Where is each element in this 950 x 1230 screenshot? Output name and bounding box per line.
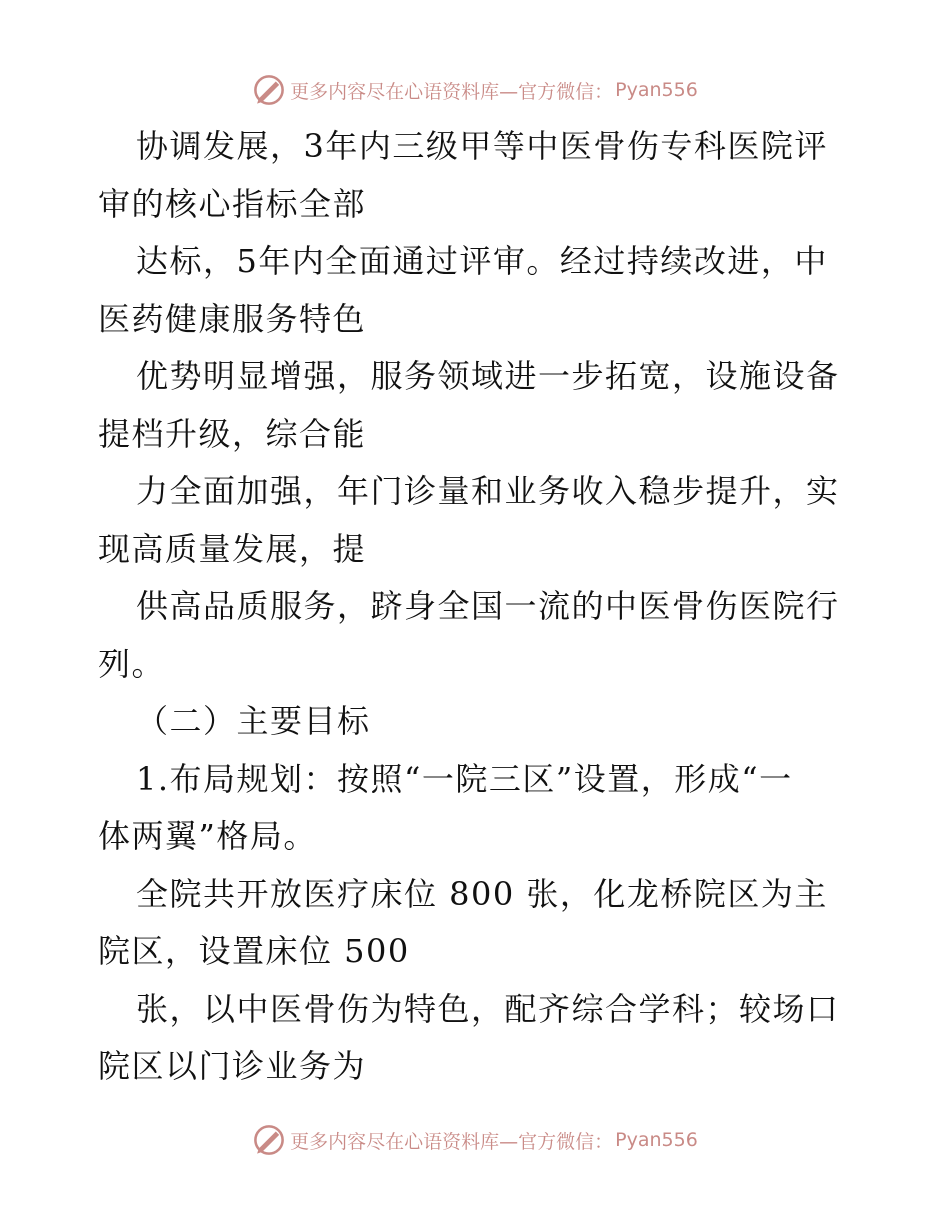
- watermark-text: 更多内容尽在心语资料库—官方微信：: [290, 1130, 614, 1153]
- paragraph-line: 院区，设置床位 500: [98, 932, 410, 970]
- document-body: [98, 118, 858, 1096]
- watermark-header: [0, 70, 950, 110]
- pen-logo-icon: [252, 1123, 286, 1157]
- paragraph-line: 达标，5年内全面通过评审。经过持续改进，中: [136, 242, 828, 280]
- watermark-text: 更多内容尽在心语资料库—官方微信：: [290, 80, 614, 103]
- paragraph-line: 力全面加强，年门诊量和业务收入稳步提升，实: [136, 472, 840, 510]
- paragraph-line: 供高品质服务，跻身全国一流的中医骨伤医院行: [136, 587, 840, 625]
- paragraph-line: 提档升级，综合能: [98, 414, 367, 453]
- paragraph-line: 院区以门诊业务为: [98, 1047, 367, 1085]
- paragraph-line: 1.布局规划：按照“一院三区”设置，形成“一: [136, 759, 793, 798]
- paragraph-line: 张，以中医骨伤为特色，配齐综合学科；较场口: [136, 989, 840, 1028]
- paragraph-line: 优势明显增强，服务领域进一步拓宽，设施设备: [136, 357, 840, 395]
- paragraph-line: 医药健康服务特色: [98, 299, 367, 338]
- paragraph-line: 体两翼”格局。: [98, 817, 317, 855]
- section-heading: （二）主要目标: [136, 702, 371, 740]
- paragraph-line: 列。: [98, 644, 166, 683]
- watermark-footer: [0, 1120, 950, 1160]
- paragraph-line: 协调发展，3年内三级甲等中医骨伤专科医院评: [136, 127, 828, 165]
- pen-logo-icon: [252, 73, 286, 107]
- paragraph-line: 全院共开放医疗床位 800 张，化龙桥院区为主: [136, 874, 828, 913]
- watermark-wechat-id: Pyan556: [615, 79, 698, 101]
- paragraph-line: 现高质量发展，提: [98, 529, 367, 568]
- paragraph-line: 审的核心指标全部: [98, 184, 367, 223]
- watermark-wechat-id: Pyan556: [615, 1129, 698, 1151]
